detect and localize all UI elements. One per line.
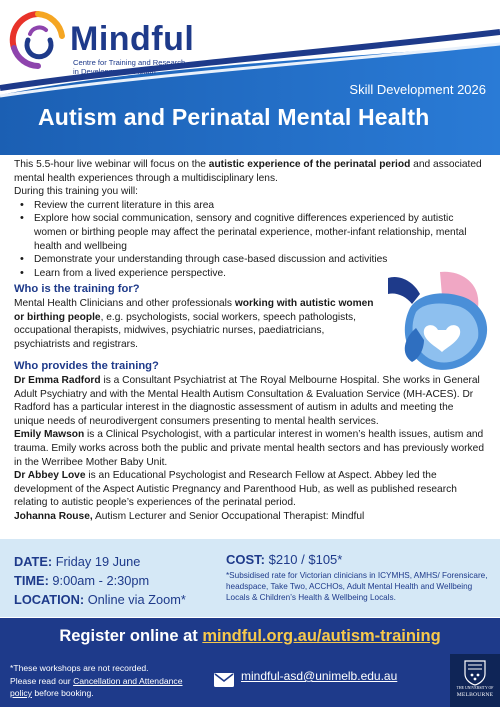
note-text-end: before booking.	[31, 688, 94, 698]
university-line2: MELBOURNE	[456, 692, 494, 698]
header	[0, 0, 500, 155]
event-details-box	[0, 539, 500, 617]
register-link[interactable]: mindful.org.au/autism-training	[202, 627, 441, 645]
time-row	[14, 571, 186, 590]
program-kicker: Skill Development 2026	[349, 82, 486, 97]
audience-text	[14, 297, 374, 351]
trainer-name: Emily Mawson	[14, 429, 85, 441]
page-title: Autism and Perinatal Mental Health	[38, 104, 430, 130]
intro-text: This 5.5-hour live webinar will focus on the	[14, 159, 209, 170]
event-details	[14, 552, 186, 609]
list-item: • Demonstrate your understanding through case-based discussion and activities	[18, 253, 484, 267]
audience-heading: Who is the training for?	[14, 283, 140, 295]
audience-section	[14, 282, 374, 351]
cancellation-policy-link[interactable]: Cancellation and Attendance policy	[10, 675, 183, 698]
audience-text-b: , e.g. psychologists, social workers, speech pathologists, occupational therapists, midwives, psychiatric nurses, paediatricians, psychiatrists and registrars.	[14, 311, 356, 350]
intro-paragraph	[14, 158, 484, 185]
mail-icon	[214, 673, 234, 687]
brand	[70, 20, 194, 76]
date-value: Friday 19 June	[52, 554, 141, 569]
trainer-name: Dr Emma Radford	[14, 375, 101, 386]
time-value: 9:00am - 2:30pm	[48, 573, 150, 588]
trainer-bio-text: Autism Lecturer and Senior Occupational Therapist: Mindful	[92, 510, 365, 522]
date-row	[14, 552, 186, 571]
trainer-bio-text: is an Educational Psychologist and Research Fellow at Aspect. Abbey led the development of the Aspect Autistic Pregnancy and Parenthood Hub, as well as published research relating to autistic people’s experiences of the perinatal period.	[14, 470, 457, 509]
intro-text-cont: and associated mental health experiences through a multidisciplinary lens.	[14, 159, 482, 184]
brand-name: Mindful	[70, 20, 195, 58]
trainers-section	[14, 359, 484, 524]
mindful-logo-icon	[8, 10, 68, 70]
recording-note	[10, 662, 190, 700]
subsidy-note: *Subsidised rate for Victorian clinicians in ICYMHS, AMHS/ Forensicare, headspace, Take Two, ACCHOs, Adult Mental Health and Wellbeing Locals & Children’s Health & Wellbeing Locals.	[226, 571, 488, 602]
intro-emphasis: autistic experience of the perinatal period	[208, 159, 411, 170]
trainer-bio-text: is a Clinical Psychologist, with a particular interest in women’s health issues, autism and trauma. Emily works across both the public and private mental health sectors and has previously worked in the Werribee Mother Baby Unit.	[14, 429, 484, 468]
list-item: • Learn from a lived experience perspective.	[18, 267, 484, 281]
location-value: Online via Zoom*	[84, 592, 186, 607]
cost-details	[226, 551, 494, 603]
register-prefix: Register online at	[59, 627, 203, 645]
list-item: • Review the current literature in this area	[18, 199, 484, 213]
brand-subtitle-line2: in Developmental Health	[73, 67, 156, 76]
time-label: TIME:	[14, 573, 49, 588]
audience-text-a: Mental Health Clinicians and other professionals	[14, 298, 235, 309]
university-line1: THE UNIVERSITY OF	[456, 686, 494, 690]
location-label: LOCATION:	[14, 592, 85, 607]
policy-line	[10, 675, 190, 700]
cost-label: COST:	[226, 552, 265, 567]
trainer-bio	[14, 469, 484, 510]
location-row	[14, 590, 186, 609]
audience-emphasis: working with autistic women or birthing people	[14, 298, 374, 323]
trainer-name: Johanna Rouse,	[14, 510, 93, 522]
trainer-bio	[14, 428, 484, 469]
contact-email-link[interactable]: mindful-asd@unimelb.edu.au	[241, 669, 398, 683]
trainer-bio	[14, 374, 484, 428]
intro-lead: During this training you will:	[14, 186, 139, 198]
note-line: *These workshops are not recorded.	[10, 663, 149, 673]
trainer-bio-text: is a Consultant Psychiatrist at The Royal Melbourne Hospital. She works in General Adult Psychiatry and with the Mental Health Autism Consultation & Evaluation Service (MH-ACES). Dr Radford has a particular interest in the diagnostic assessment of autism in adults and meeting the unique needs of neurodivergent consumers presenting to mental health services.	[14, 375, 480, 427]
trainers-heading: Who provides the training?	[14, 360, 159, 372]
university-logo	[450, 654, 500, 707]
intro-section	[14, 158, 484, 280]
brand-subtitle-line1: Centre for Training and Research	[73, 58, 186, 67]
date-label: DATE:	[14, 554, 53, 569]
cost-value: $210 / $105*	[265, 552, 343, 567]
pregnancy-heart-icon	[380, 268, 492, 372]
trainer-bio	[14, 510, 484, 524]
university-crest-icon	[464, 660, 486, 686]
footer	[0, 654, 500, 707]
trainer-name: Dr Abbey Love	[14, 470, 86, 482]
note-text: Please read our	[10, 675, 74, 686]
cost-row	[226, 551, 494, 568]
list-item: • Explore how social communication, sensory and cognitive differences experienced by autistic women or birthing people may affect the perinatal experience, mother-infant relationship, mental health and wellbeing	[18, 212, 484, 253]
register-banner	[0, 618, 500, 654]
